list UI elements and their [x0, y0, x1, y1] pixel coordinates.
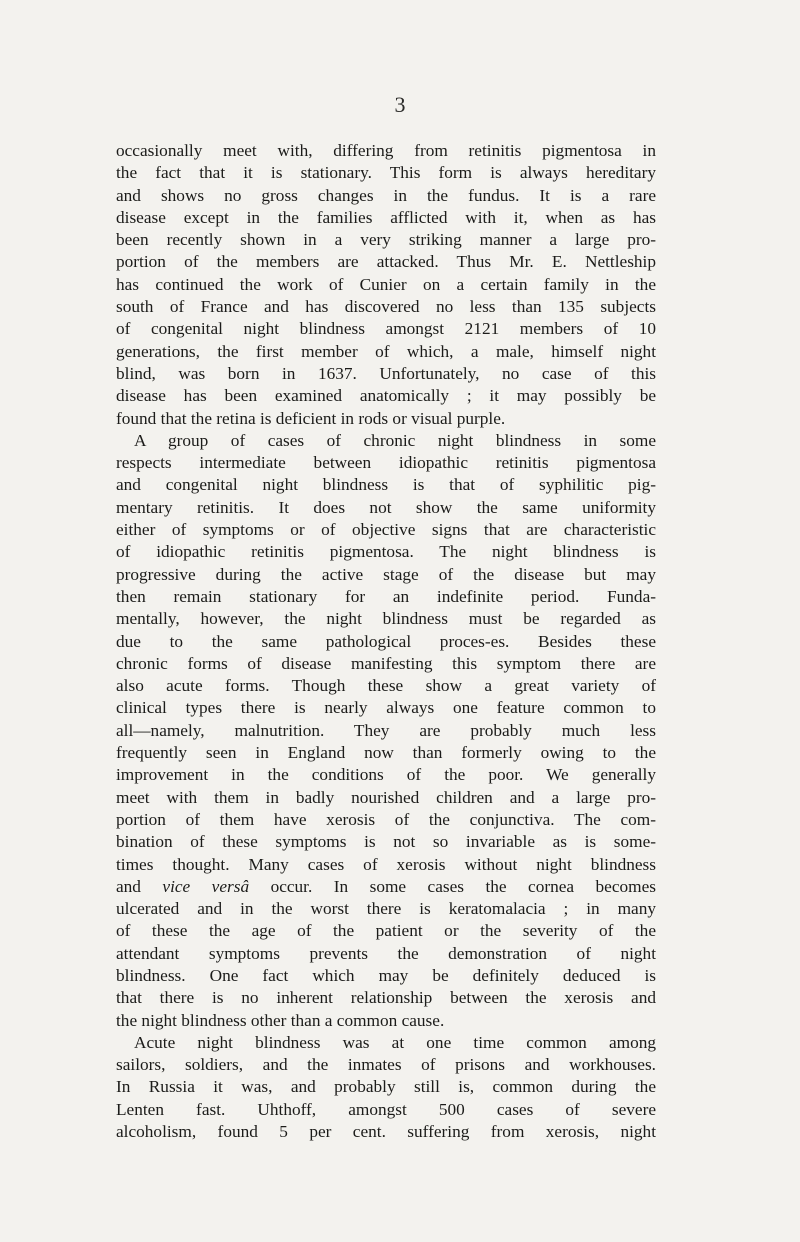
text-run: occur. In some cases the cornea becomes: [249, 876, 656, 896]
italic-phrase: vice versâ: [162, 876, 250, 896]
text-line: of these the age of the patient or the severity of the: [116, 921, 656, 941]
page-number: 3: [394, 92, 406, 117]
text-line: then remain stationary for an indefinite period. Funda-: [116, 586, 656, 606]
text-line: that there is no inherent relationship between the xerosis and: [116, 988, 656, 1008]
text-line: respects intermediate between idiopathic retinitis pigmentosa: [116, 453, 656, 473]
text-line: clinical types there is nearly always one feature common to: [116, 698, 656, 718]
text-line: sailors, soldiers, and the inmates of prisons and workhouses.: [116, 1055, 656, 1075]
text-line: disease except in the families afflicted with it, when as has: [116, 207, 656, 227]
text-line: has continued the work of Cunier on a certain family in the: [116, 274, 656, 294]
text-line: times thought. Many cases of xerosis without night blindness: [116, 854, 656, 874]
text-line: and congenital night blindness is that of syphilitic pig-: [116, 475, 656, 495]
text-line: In Russia it was, and probably still is, common during the: [116, 1077, 656, 1097]
text-line: found that the retina is deficient in rods or visual purple.: [116, 408, 506, 428]
text-line: meet with them in badly nourished children and a large pro-: [116, 787, 656, 807]
text-line: generations, the first member of which, a male, himself night: [116, 341, 656, 361]
text-line: also acute forms. Though these show a great variety of: [116, 676, 656, 696]
text-line: alcoholism, found 5 per cent. suffering from xerosis, night: [116, 1122, 656, 1142]
text-line: Acute night blindness was at one time common among: [134, 1032, 656, 1052]
paragraph-3: [116, 1032, 656, 1143]
text-line: either of symptoms or of objective signs that are characteristic: [116, 520, 656, 540]
text-line: attendant symptoms prevents the demonstration of night: [116, 943, 656, 963]
text-line: progressive during the active stage of the disease but may: [116, 564, 656, 584]
text-line: A group of cases of chronic night blindness in some: [134, 430, 656, 450]
text-line: portion of the members are attacked. Thus Mr. E. Nettleship: [116, 252, 656, 272]
text-line: all—namely, malnutrition. They are probably much less: [116, 720, 656, 740]
text-line: frequently seen in England now than formerly owing to the: [116, 743, 656, 763]
text-line: south of France and has discovered no less than 135 subjects: [116, 297, 656, 317]
paragraph-1: [116, 140, 656, 430]
text-line: due to the same pathological proces-es. Besides these: [116, 631, 656, 651]
text-line-vice-versa: [116, 876, 656, 898]
text-line: been recently shown in a very striking manner a large pro-: [116, 230, 656, 250]
body-text: [116, 140, 656, 1143]
text-line: bination of these symptoms is not so invariable as is some-: [116, 832, 656, 852]
text-line: mentally, however, the night blindness must be regarded as: [116, 609, 656, 629]
text-line: of congenital night blindness amongst 2121 members of 10: [116, 319, 656, 339]
paragraph-2: [116, 430, 656, 1032]
text-line: of idiopathic retinitis pigmentosa. The night blindness is: [116, 542, 656, 562]
text-line: blind, was born in 1637. Unfortunately, no case of this: [116, 363, 656, 383]
text-line: ulcerated and in the worst there is keratomalacia ; in many: [116, 899, 656, 919]
text-run: and: [116, 876, 163, 896]
text-line: improvement in the conditions of the poor. We generally: [116, 765, 656, 785]
text-line: blindness. One fact which may be definitely deduced is: [116, 965, 656, 985]
text-line: and shows no gross changes in the fundus. It is a rare: [116, 185, 656, 205]
text-line: chronic forms of disease manifesting this symptom there are: [116, 653, 656, 673]
text-line: mentary retinitis. It does not show the same uniformity: [116, 497, 656, 517]
text-line: disease has been examined anatomically ; it may possibly be: [116, 386, 656, 406]
text-line: the fact that it is stationary. This form is always hereditary: [116, 163, 656, 183]
text-line: occasionally meet with, differing from retinitis pigmentosa in: [116, 141, 656, 160]
text-line: Lenten fast. Uhthoff, amongst 500 cases of severe: [116, 1099, 656, 1119]
text-line: the night blindness other than a common cause.: [116, 1010, 445, 1030]
text-line: portion of them have xerosis of the conjunctiva. The com-: [116, 809, 656, 829]
